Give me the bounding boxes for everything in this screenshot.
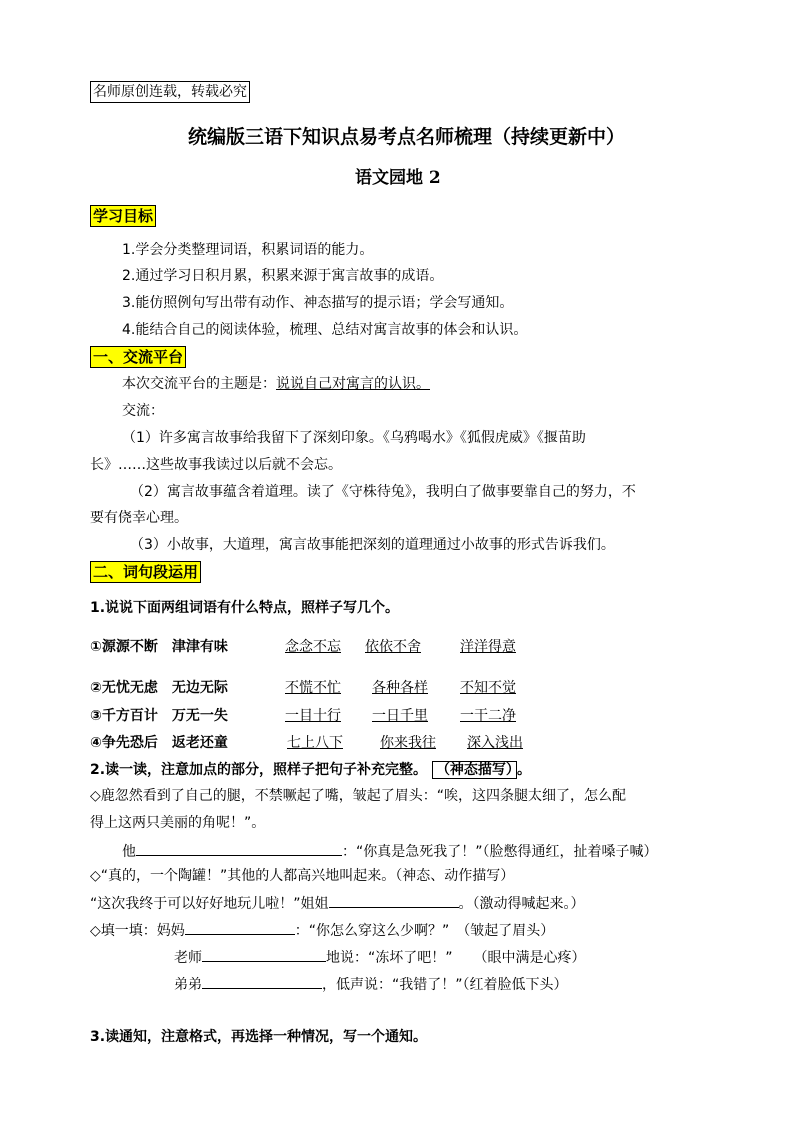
- fill-1-suffix: ：“你真是急死我了！”（脸憋得通红，扯着嗓子喊）: [342, 844, 658, 860]
- answer-word: 各种各样: [372, 680, 428, 696]
- exchange-label: 交流：: [122, 403, 164, 419]
- exchange-p3: （3）小故事，大道理，寓言故事能把深刻的道理通过小故事的形式告诉我们。: [130, 537, 615, 553]
- example-1-line2: 得上这两只美丽的角呢！”。: [90, 815, 266, 831]
- answer-word: 一目十行: [285, 708, 341, 724]
- fill-1-blank[interactable]: [136, 840, 342, 856]
- fill-2-blank[interactable]: [329, 892, 459, 908]
- fill-5-blank[interactable]: [202, 973, 322, 989]
- fill-2-suffix: 。（激动得喊起来。）: [458, 896, 585, 912]
- fill-line-1: [122, 840, 658, 862]
- theme-text: 说说自己对寓言的认识。: [276, 376, 430, 392]
- objectives-heading: 学习目标: [90, 205, 156, 227]
- word-row-given: ②无忧无虑 无边无际: [90, 680, 228, 696]
- word-row-given: ④争先恐后 返老还童: [90, 735, 228, 751]
- example-1-line1: ◇鹿忽然看到了自己的腿，不禁噘起了嘴，皱起了眉头：“唉，这四条腿太细了，怎么配: [90, 788, 627, 804]
- answer-word: 不知不觉: [460, 680, 516, 696]
- answer-word: 一日千里: [372, 708, 428, 724]
- question-2-tag: （神态描写）: [432, 761, 517, 779]
- fill-line-2: [90, 892, 585, 914]
- fill-4-prefix: 老师: [174, 950, 202, 966]
- fill-5-suffix: ，低声说：“我错了！”（红着脸低下头）: [322, 977, 568, 993]
- fill-4-blank[interactable]: [202, 946, 326, 962]
- question-2-end: 。: [516, 762, 531, 778]
- fill-3-suffix: ：“你怎么穿这么少啊？” （皱起了眉头）: [294, 923, 555, 939]
- answer-word: 你来我往: [380, 735, 436, 751]
- word-row-given: ③千方百计 万无一失: [90, 708, 228, 724]
- exchange-p1-line2: 长》……这些故事我读过以后就不会忘。: [90, 457, 342, 473]
- answer-word: 七上八下: [287, 735, 343, 751]
- example-2: ◇“真的，一个陶罐！”其他的人都高兴地叫起来。（神态、动作描写）: [90, 868, 515, 884]
- objective-item: 2.通过学习日积月累，积累来源于寓言故事的成语。: [122, 268, 444, 284]
- word-row-given: ①源源不断 津津有味: [90, 639, 228, 655]
- question-1: 1.说说下面两组词语有什么特点，照样子写几个。: [90, 600, 400, 616]
- objective-item: 1.学会分类整理词语，积累词语的能力。: [122, 242, 374, 258]
- answer-word: 洋洋得意: [460, 639, 516, 655]
- answer-word: 念念不忘: [285, 639, 341, 655]
- fill-3-prefix: ◇填一填：妈妈: [90, 923, 185, 939]
- objective-item: 3.能仿照例句写出带有动作、神态描写的提示语；学会写通知。: [122, 295, 514, 311]
- answer-word: 依依不舍: [365, 639, 421, 655]
- fill-1-prefix: 他: [122, 844, 136, 860]
- objective-item: 4.能结合自己的阅读体验，梳理、总结对寓言故事的体会和认识。: [122, 322, 528, 338]
- exchange-p2-line1: （2）寓言故事蕴含着道理。读了《守株待兔》，我明白了做事要靠自己的努力，不: [130, 484, 636, 500]
- fill-line-4: [174, 946, 586, 968]
- copyright-notice: 名师原创连载，转载必究: [90, 81, 250, 103]
- question-2: [90, 760, 531, 780]
- fill-line-5: [174, 973, 568, 995]
- question-3: 3.读通知，注意格式，再选择一种情况，写一个通知。: [90, 1029, 428, 1045]
- fill-4-suffix: 地说：“冻坏了吧！” （眼中满是心疼）: [326, 950, 586, 966]
- answer-word: 一干二净: [460, 708, 516, 724]
- answer-word: 深入浅出: [467, 735, 523, 751]
- page-subtitle: 语文园地 2: [355, 168, 441, 188]
- theme-line: [122, 374, 430, 394]
- fill-5-prefix: 弟弟: [174, 977, 202, 993]
- question-2-text: 2.读一读，注意加点的部分，照样子把句子补充完整。: [90, 762, 428, 778]
- theme-prefix: 本次交流平台的主题是：: [122, 376, 276, 392]
- fill-3-blank[interactable]: [185, 919, 295, 935]
- section2-heading: 二、词句段运用: [90, 561, 201, 583]
- fill-2-prefix: “这次我终于可以好好地玩儿啦！”姐姐: [90, 896, 329, 912]
- page-title: 统编版三语下知识点易考点名师梳理（持续更新中）: [188, 126, 626, 148]
- fill-line-3: [90, 919, 554, 941]
- section1-heading: 一、交流平台: [90, 346, 186, 368]
- answer-word: 不慌不忙: [285, 680, 341, 696]
- exchange-p2-line2: 要有侥幸心理。: [90, 510, 188, 526]
- exchange-p1-line1: （1）许多寓言故事给我留下了深刻印象。《乌鸦喝水》《狐假虎威》《揠苗助: [122, 430, 586, 446]
